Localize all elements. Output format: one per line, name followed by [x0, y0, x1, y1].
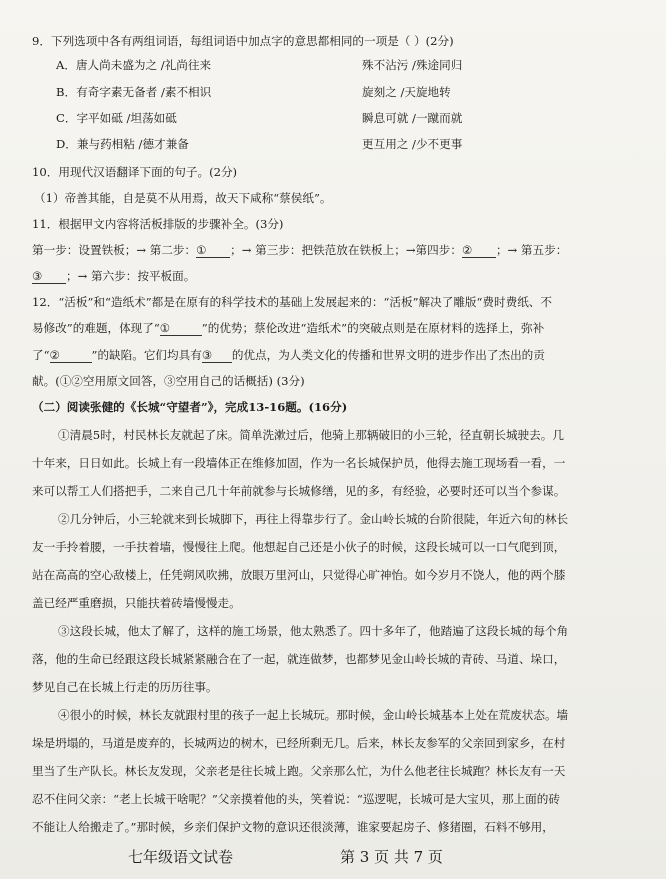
- q9-option-c-right: 瞬息可就 /一蹴而就: [362, 111, 463, 125]
- q9-option-b-left: B．有奇字素无备者 /素不相识: [56, 85, 212, 99]
- q11-blank-2[interactable]: ②: [462, 245, 496, 258]
- q9-option-c-left: C．字平如砥 /坦荡如砥: [56, 111, 177, 125]
- passage-line: ②几分钟后，小三轮就来到长城脚下，再往上得靠步行了。金山岭长城的台阶很陡，年近六旬的林长: [58, 512, 569, 526]
- q11-step-text-3: ；→ 第五步：: [495, 243, 568, 257]
- passage-line: 里当了生产队长。林长友发现，父亲老是往长城上跑。父亲那么忙，为什么他老往长城跑？林长友有一天: [32, 764, 566, 778]
- q12-text-d: ”的缺陷。它们均具有: [91, 348, 202, 362]
- passage-line: ③这段长城，他太了解了，这样的施工场景，他太熟悉了。四十多年了，他踏遍了这段长城的每个角: [58, 624, 569, 638]
- q12-blank-3[interactable]: ③: [202, 350, 232, 363]
- passage-line: ①清晨5时，村民林长友就起了床。简单洗漱过后，他骑上那辆破旧的小三轮，径直朝长城驶去。几: [58, 428, 564, 442]
- q9-option-d-right: 更互用之 /少不更事: [362, 137, 463, 151]
- section2-heading: （二）阅读张健的《长城“守望者”》，完成13-16题。(16分): [32, 400, 348, 414]
- q9-option-b-right: 旋刻之 /天旋地转: [362, 85, 451, 99]
- passage-line: 十年来，日日如此。长城上有一段墙体正在维修加固，作为一名长城保护员，他得去施工现场看一看，一: [32, 456, 566, 470]
- passage-line: 友一手拎着腰，一手扶着墙，慢慢往上爬。他想起自己还是小伙子的时候，这段长城可以一口气爬到顶，: [32, 540, 566, 554]
- q12-line2: [32, 323, 544, 336]
- q12-blank-1[interactable]: ①: [160, 323, 202, 336]
- q12-text-e: 的优点，为人类文化的传播和世界文明的进步作出了杰出的贡: [231, 348, 545, 362]
- q9-option-d-left: D．兼与药相粘 /德才兼备: [56, 137, 189, 151]
- q12-text-b: ”的优势；蔡伦改进“造纸术”的突破点则是在原材料的选择上，弥补: [201, 321, 545, 335]
- q10-stem: 10．用现代汉语翻译下面的句子。(2分): [32, 165, 238, 179]
- q12-text-c: 了“: [32, 348, 50, 362]
- passage-line: 不能让人给搬走了。”那时候，乡亲们保护文物的意识还很淡薄，谁家要起房子、修猪圈，石料不够用，: [32, 820, 554, 834]
- passage-line: 忍不住问父亲：“老上长城干啥呢？”父亲摸着他的头，笑着说：“巡逻呢，长城可是大宝贝，那上面的砖: [32, 792, 560, 806]
- q11-stem: 11．根据甲文内容将活板排版的步骤补全。(3分): [32, 217, 284, 231]
- passage-line: 来可以帮工人们搭把手，二来自己几十年前就参与长城修缮，见的多，有经验，必要时还可以当个参谋。: [32, 484, 566, 498]
- q9-option-a-right: 殊不沾污 /殊途同归: [362, 58, 463, 72]
- q12-blank-2[interactable]: ②: [50, 350, 92, 363]
- q11-step-text-4: ；→ 第六步：按平板面。: [66, 269, 196, 283]
- passage-line: 站在高高的空心敌楼上，任凭朔风吹拂，放眼万里河山，只觉得心旷神怡。如今岁月不饶人，他的两个膝: [32, 568, 566, 582]
- passage-line: 梦见自己在长城上行走的历历往事。: [32, 680, 218, 694]
- q11-step-text-2: ；→ 第三步：把铁范放在铁板上；→第四步：: [230, 243, 462, 257]
- q9-stem: 9．下列选项中各有两组词语，每组词语中加点字的意思都相同的一项是（ ）(2分): [32, 34, 454, 48]
- q11-blank-1[interactable]: ①: [196, 245, 230, 258]
- q12-line3: [32, 350, 545, 363]
- passage-line: ④很小的时候，林长友就跟村里的孩子一起上长城玩。那时候，金山岭长城基本上处在荒废状态。墙: [58, 708, 569, 722]
- footer-exam-title: 七年级语文试卷: [128, 848, 234, 866]
- q12-line1: 12．“活板”和“造纸术”都是在原有的科学技术的基础上发展起来的：“活板”解决了雕版“费时费纸、不: [32, 295, 552, 309]
- q11-steps-line1: [32, 245, 567, 258]
- footer-page-number: 第 3 页 共 7 页: [340, 848, 443, 866]
- q11-blank-3[interactable]: ③: [32, 271, 66, 284]
- q10-sentence: （1）帝善其能，自是莫不从用焉，故天下咸称“蔡侯纸”。: [34, 191, 332, 205]
- q9-option-a-left: A．唐人尚未盛为之 /礼尚往来: [56, 58, 212, 72]
- q12-text-a: 易修改”的难题，体现了“: [32, 321, 160, 335]
- passage-line: 垛是坍塌的，马道是废弃的，长城两边的树木，已经所剩无几。后来，林长友参军的父亲回到家乡，在村: [32, 736, 566, 750]
- q12-line4: 献。(①②空用原文回答，③空用自己的话概括) (3分): [32, 374, 305, 388]
- passage-line: 盖已经严重磨损，只能扶着砖墙慢慢走。: [32, 596, 241, 610]
- q11-step-text-1: 第一步：设置铁板；→ 第二步：: [32, 243, 197, 257]
- q11-steps-line2: [32, 271, 195, 284]
- passage-line: 落，他的生命已经跟这段长城紧紧融合在了一起，就连做梦，也都梦见金山岭长城的青砖、马道、垛口，: [32, 652, 566, 666]
